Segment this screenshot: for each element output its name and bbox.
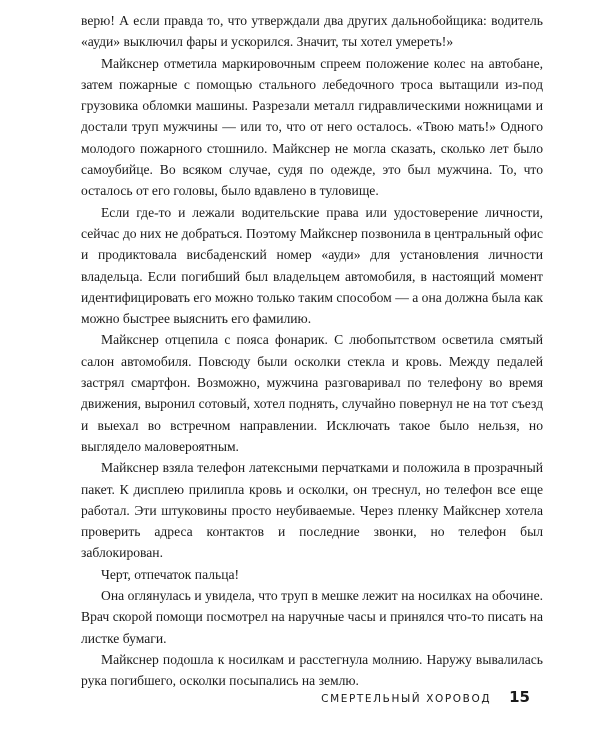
paragraph-8: Майкснер подошла к носилкам и расстегнула молнию. Наружу вывалилась рука погибшего, осколки посыпались на землю. (81, 651, 543, 689)
running-footer (250, 688, 530, 706)
paragraph-5: Майкснер взяла телефон латексными перчатками и положила в прозрачный пакет. К дисплею прилипла кровь и осколки, он треснул, но телефон все еще работал. Эти штуковины просто неубиваемые. Через пленку Майкснер хотела проверить адреса контактов и последние звонки, но телефон был заблокирован. (81, 460, 543, 561)
paragraph-7: Она оглянулась и увидела, что труп в мешке лежит на носилках на обочине. Врач скорой помощи посмотрел на наручные часы и принялся что-то писать на листке бумаги. (81, 588, 543, 646)
page-number: 15 (509, 688, 530, 706)
paragraph-6: Черт, отпечаток пальца! (101, 566, 240, 582)
paragraph-4: Майкснер отцепила с пояса фонарик. С любопытством осветила смятый салон автомобиля. Повсюду были осколки стекла и кровь. Между педалей застрял смартфон. Возможно, мужчина разговаривал по телефону во время движения, выронил сотовый, хотел поднять, случайно повернул не на тот съезд и выехал во встречном направлении. Исключать такое было нельзя, но выглядело маловероятным. (81, 332, 543, 454)
paragraph-2: Майкснер отметила маркировочным спреем положение колес на автобане, затем пожарные с помощью стального лебедочного троса вытащили из-под грузовика обломки машины. Разрезали металл гидравлическими ножницами и достали труп мужчины — или то, что от него осталось. «Твою мать!» Одного молодого пожарного стошнило. Майкснер не могла сказать, сколько лет было самоубийце. Во всяком случае, судя по одежде, это был мужчина. То, что осталось от его головы, было вдавлено в туловище. (81, 55, 543, 199)
paragraph-3: Если где-то и лежали водительские права или удостоверение личности, сейчас до них не добраться. Поэтому Майкснер позвонила в центральный офис и продиктовала висбаденский номер «ауди» для установления личности владельца. Если погибший был владельцем автомобиля, в настоящий момент идентифицировать его можно только таким способом — а она должна была как можно быстрее выяснить его фамилию. (81, 204, 543, 327)
book-page-body (81, 10, 543, 692)
running-title: СМЕРТЕЛЬНЫЙ ХОРОВОД (321, 693, 492, 705)
paragraph-1: верю! А если правда то, что утверждали два других дальнобойщика: водитель «ауди» выключил фары и ускорился. Значит, ты хотел умереть!» (81, 13, 543, 50)
